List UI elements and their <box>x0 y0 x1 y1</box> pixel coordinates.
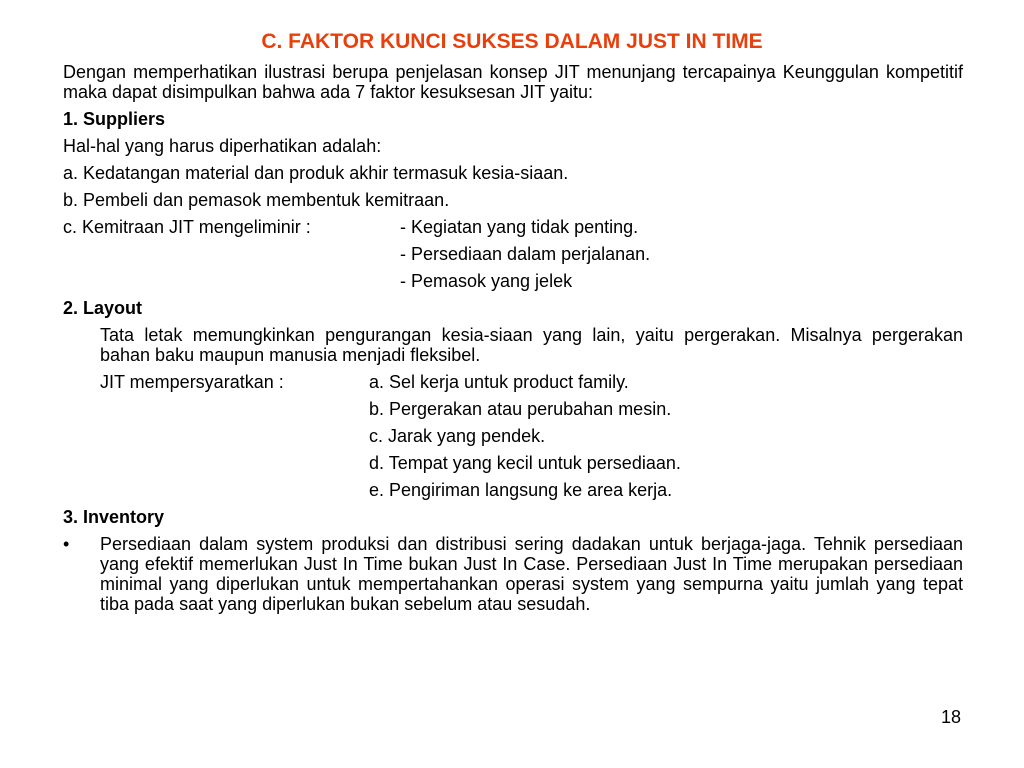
layout-requirement-row <box>63 426 963 446</box>
suppliers-lead: Hal-hal yang harus diperhatikan adalah: <box>63 136 382 156</box>
slide-title: C. FAKTOR KUNCI SUKSES DALAM JUST IN TIME <box>261 30 763 53</box>
suppliers-heading: 1. Suppliers <box>63 109 166 129</box>
suppliers-item-b: b. Pembeli dan pemasok membentuk kemitraan. <box>63 190 450 210</box>
layout-requirement: b. Pergerakan atau perubahan mesin. <box>369 399 672 419</box>
layout-requirement-row <box>63 480 963 500</box>
inventory-heading: 3. Inventory <box>63 507 165 527</box>
layout-requirement: c. Jarak yang pendek. <box>369 426 546 446</box>
bullet-icon: • <box>63 534 70 554</box>
intro-paragraph: Dengan memperhatikan ilustrasi berupa penjelasan konsep JIT menunjang tercapainya Keunggulan kompetitif maka dapat disimpulkan bahwa ada 7 faktor kesuksesan JIT yaitu: <box>63 62 963 102</box>
layout-requirement-row <box>63 453 963 473</box>
layout-heading: 2. Layout <box>63 298 143 318</box>
layout-requirement-row <box>63 372 963 392</box>
suppliers-item-c-point: - Pemasok yang jelek <box>400 271 573 291</box>
layout-description: Tata letak memungkinkan pengurangan kesia-siaan yang lain, yaitu pergerakan. Misalnya pergerakan bahan baku maupun manusia menjadi fleksibel. <box>100 325 963 365</box>
inventory-bullet <box>63 534 963 614</box>
suppliers-item-c-row <box>63 271 963 291</box>
suppliers-item-c-row <box>63 244 963 264</box>
suppliers-item-c-point: - Persediaan dalam perjalanan. <box>400 244 651 264</box>
layout-requirement: a. Sel kerja untuk product family. <box>369 372 629 392</box>
suppliers-item-c <box>63 217 963 237</box>
layout-requirements-label: JIT mempersyaratkan : <box>100 372 284 392</box>
suppliers-item-a: a. Kedatangan material dan produk akhir termasuk kesia-siaan. <box>63 163 569 183</box>
suppliers-item-c-label: c. Kemitraan JIT mengeliminir : <box>63 217 311 237</box>
suppliers-item-c-point: - Kegiatan yang tidak penting. <box>400 217 639 237</box>
layout-requirement: e. Pengiriman langsung ke area kerja. <box>369 480 673 500</box>
inventory-bullet-text: Persediaan dalam system produksi dan distribusi sering dadakan untuk berjaga-jaga. Tehnik persediaan yang efektif memerlukan Just In Time bukan Just In Case. Persediaan Just In Time merupakan persediaan minimal yang diperlukan untuk mempertahankan operasi system yang sempurna yaitu jumlah yang tepat tiba pada saat yang diperlukan bukan sebelum atau sesudah. <box>100 534 963 614</box>
layout-requirement: d. Tempat yang kecil untuk persediaan. <box>369 453 681 473</box>
slide-content <box>63 62 963 614</box>
layout-requirement-row <box>63 399 963 419</box>
page-number: 18 <box>940 707 961 727</box>
